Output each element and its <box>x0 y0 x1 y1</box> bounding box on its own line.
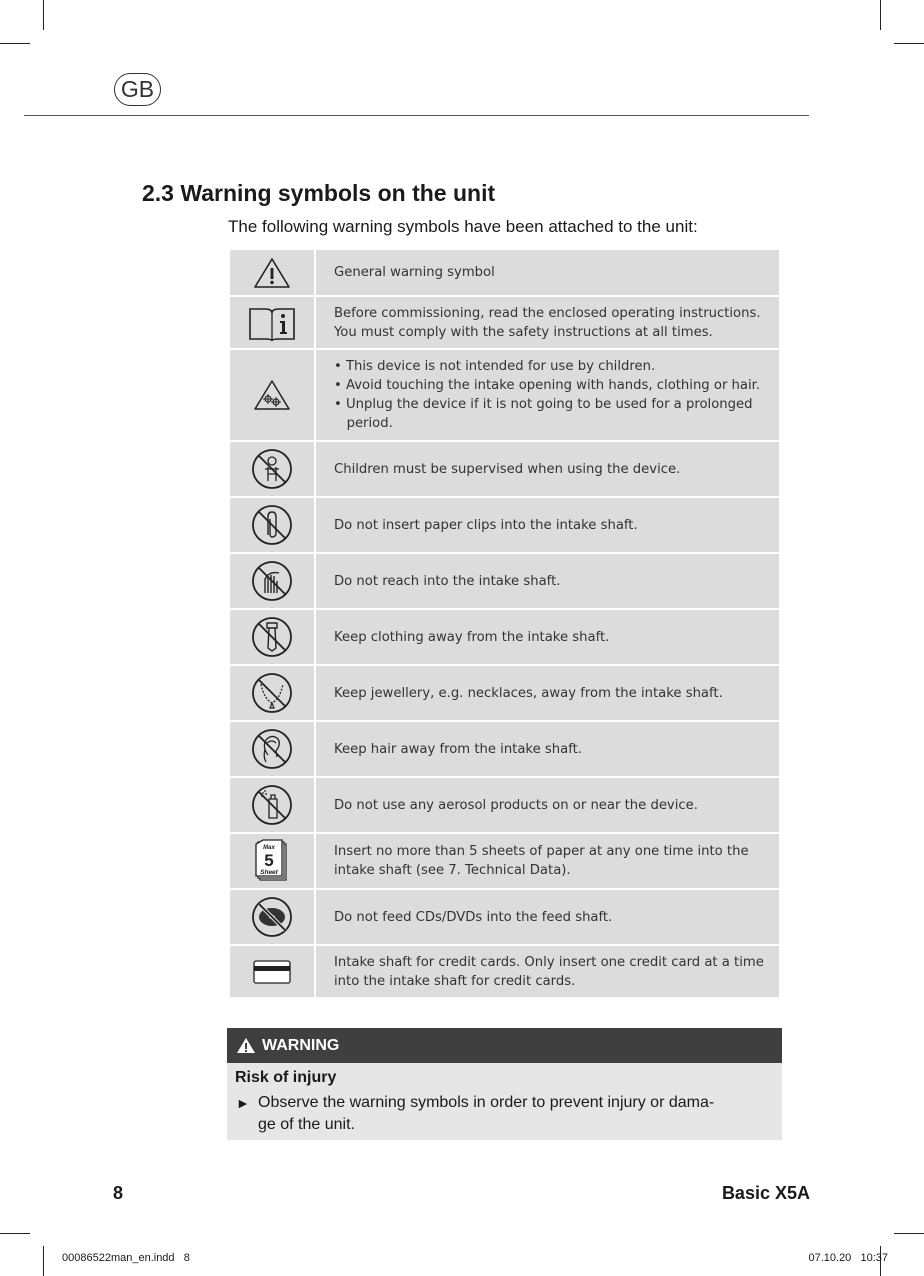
crop-mark <box>894 43 924 44</box>
credit-card-icon <box>229 945 315 998</box>
no-clothing-icon <box>229 609 315 665</box>
symbol-description: Keep hair away from the intake shaft. <box>315 721 780 777</box>
symbol-description: Insert no more than 5 sheets of paper at any one time into the intake shaft (see 7. Technical Data). <box>315 833 780 889</box>
symbol-description: Intake shaft for credit cards. Only insert one credit card at a time into the intake shaft for credit cards. <box>315 945 780 998</box>
rotating-parts-warning-icon <box>229 349 315 441</box>
table-row <box>229 441 780 497</box>
table-row <box>229 777 780 833</box>
no-paper-clips-icon <box>229 497 315 553</box>
crop-mark <box>894 1233 924 1234</box>
sheets-unit-label: Sheet <box>260 869 278 876</box>
crop-mark <box>0 43 30 44</box>
table-row <box>229 665 780 721</box>
no-aerosol-icon <box>229 777 315 833</box>
symbol-description: Keep jewellery, e.g. necklaces, away from the intake shaft. <box>315 665 780 721</box>
crop-mark <box>880 0 881 30</box>
symbol-description: Keep clothing away from the intake shaft. <box>315 609 780 665</box>
table-row <box>229 889 780 945</box>
header-rule <box>24 115 809 116</box>
no-hand-icon <box>229 553 315 609</box>
sheets-max-label: Max <box>263 845 275 851</box>
general-warning-icon <box>229 249 315 296</box>
table-row <box>229 249 780 296</box>
no-hair-icon <box>229 721 315 777</box>
warning-triangle-icon <box>236 1037 256 1054</box>
symbol-description: • This device is not intended for use by children. • Avoid touching the intake opening with hands, clothing or hair. • Unplug the device if it is not going to be used for a prolonged period. <box>315 349 780 441</box>
warning-box <box>227 1028 782 1140</box>
symbol-description: Do not use any aerosol products on or near the device. <box>315 777 780 833</box>
no-children-icon <box>229 441 315 497</box>
warning-heading: WARNING <box>262 1036 340 1054</box>
table-row <box>229 833 780 889</box>
no-jewellery-icon <box>229 665 315 721</box>
symbol-description: Children must be supervised when using the device. <box>315 441 780 497</box>
table-row <box>229 553 780 609</box>
warning-subheading: Risk of injury <box>235 1069 337 1086</box>
symbol-description: Do not insert paper clips into the intake shaft. <box>315 497 780 553</box>
table-row <box>229 945 780 998</box>
table-row <box>229 497 780 553</box>
sheets-count-label: 5 <box>264 851 274 870</box>
max-5-sheets-icon <box>229 833 315 889</box>
table-row <box>229 609 780 665</box>
read-manual-icon <box>229 296 315 349</box>
section-title: 2.3 Warning symbols on the unit <box>142 180 496 206</box>
crop-mark <box>0 1233 30 1234</box>
symbol-description: Do not feed CDs/DVDs into the feed shaft. <box>315 889 780 945</box>
symbol-description: Before commissioning, read the enclosed operating instructions. You must comply with the safety instructions at all times. <box>315 296 780 349</box>
model-name: Basic X5A <box>721 1183 810 1203</box>
no-cd-dvd-icon <box>229 889 315 945</box>
warning-header <box>227 1028 782 1063</box>
section-intro: The following warning symbols have been attached to the unit: <box>228 217 698 236</box>
language-badge: GB <box>114 73 161 106</box>
arrow-marker-icon: ► <box>236 1095 250 1111</box>
symbol-description: Do not reach into the intake shaft. <box>315 553 780 609</box>
crop-mark <box>43 0 44 30</box>
warning-symbols-table <box>228 248 781 999</box>
crop-mark <box>43 1246 44 1276</box>
table-row <box>229 721 780 777</box>
file-info: 00086522man_en.indd 8 <box>62 1252 190 1264</box>
page-number: 8 <box>113 1183 124 1203</box>
warning-instruction: ► Observe the warning symbols in order to prevent injury or dama- ge of the unit. <box>227 1087 782 1136</box>
print-timestamp: 07.10.20 10:37 <box>808 1252 888 1264</box>
table-row <box>229 296 780 349</box>
symbol-description: General warning symbol <box>315 249 780 296</box>
table-row <box>229 349 780 441</box>
